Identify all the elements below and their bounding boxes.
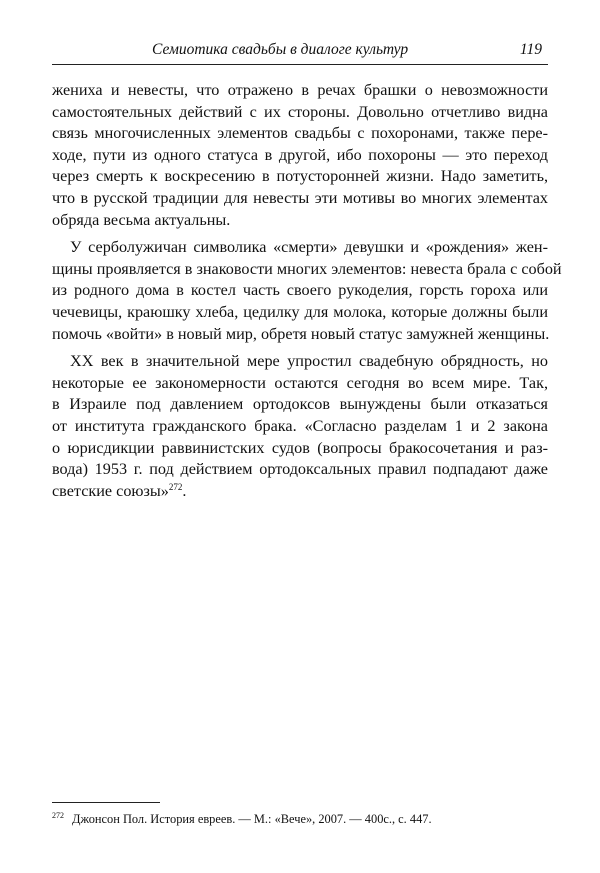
footnote — [52, 812, 432, 827]
running-title: Семиотика свадьбы в диалоге культур — [152, 41, 409, 58]
text-line: некоторые ее закономерности остаются сегодня во всем мире. Так, — [52, 373, 548, 392]
text-line: помочь «войти» в новый мир, обретя новый статус замужней женщины. — [52, 324, 550, 343]
text-line: светские союзы»$^{272}$. — [52, 481, 187, 500]
text-line: У серболужичан символика «смерти» девушки и «рождения» жен- — [70, 238, 548, 257]
footnote-text: Джонсон Пол. История евреев. — М.: «Вече», 2007. — 400с., с. 447. — [72, 812, 432, 826]
page-number: 119 — [519, 41, 542, 58]
text-line: ходе, пути из одного статуса в другой, ибо похороны — это переход — [52, 145, 548, 164]
text-line: жениха и невесты, что отражено в речах брашки о невозможности — [52, 81, 548, 99]
footnote-divider — [52, 802, 160, 803]
text-line-content: светские союзы» — [52, 481, 169, 500]
text-line: щины проявляется в знаковости многих элементов: невеста брала с собой — [52, 259, 562, 278]
text-line: обряда весьма актуальны. — [52, 210, 231, 229]
text-line: о юрисдикции раввинистских судов (вопросы бракосочетания и раз- — [52, 438, 548, 457]
paragraph — [52, 351, 548, 502]
running-header — [52, 38, 548, 65]
body-text — [52, 80, 562, 502]
text-line: вода) 1953 г. под действием ортодоксальных правил подпадают даже — [52, 460, 548, 479]
paragraph — [52, 80, 548, 231]
text-line: в Израиле под давлением ортодоксов вынуждены были отказаться — [52, 395, 548, 414]
text-line: что в русской традиции для невесты эти мотивы во многих элементах — [52, 188, 548, 207]
text-line: самостоятельных действий с их стороны. Довольно отчетливо видна — [52, 102, 548, 121]
footnote-number: 272 — [52, 811, 64, 820]
text-line: связь многочисленных элементов свадьбы с похоронами, также пере- — [52, 124, 548, 143]
text-line: от института гражданского брака. «Согласно разделам 1 и 2 закона — [52, 416, 548, 435]
text-line: из родного дома в костел часть своего рукоделия, горсть гороха или — [52, 281, 548, 300]
text-line: XX век в значительной мере упростил свадебную обрядность, но — [70, 352, 548, 371]
footnote-reference[interactable]: 272 — [168, 481, 183, 492]
text-line: через смерть к воскресению в потусторонней жизни. Надо заметить, — [52, 167, 548, 186]
text-line: чечевицы, краюшку хлеба, цедилку для молока, которые должны были — [52, 302, 548, 321]
paragraph — [52, 237, 562, 345]
